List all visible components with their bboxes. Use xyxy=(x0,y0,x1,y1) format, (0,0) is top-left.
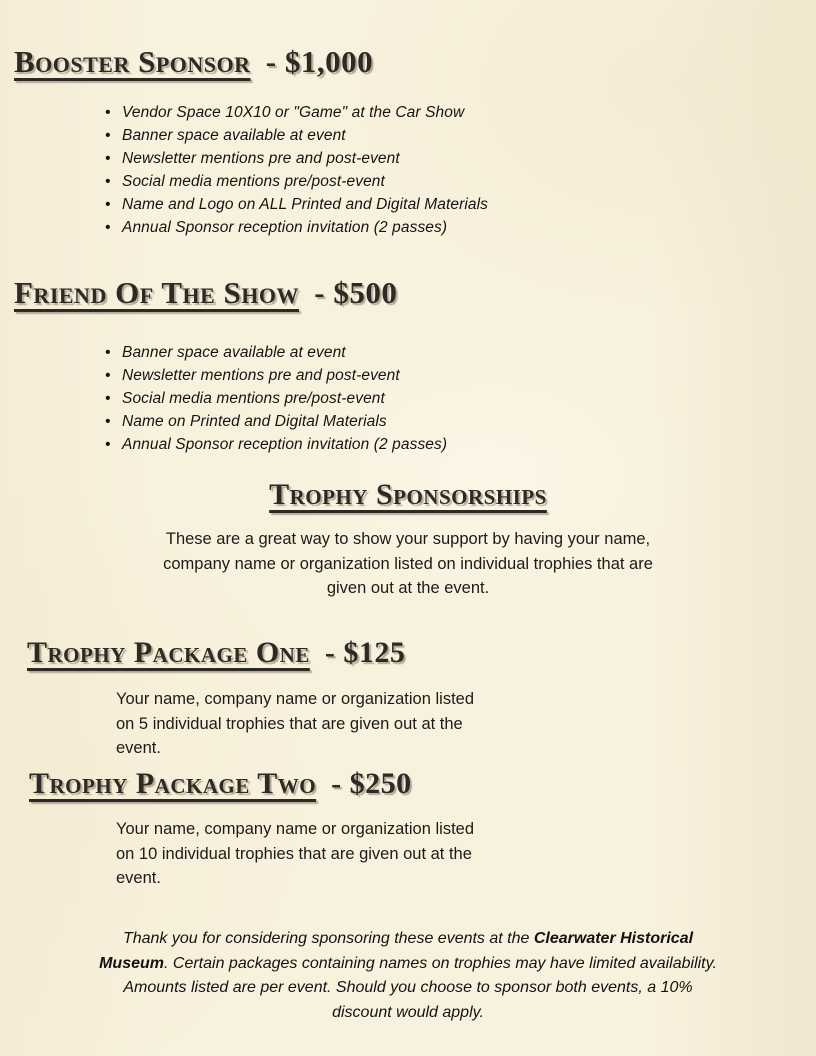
trophy-package-one-description: Your name, company name or organization listed on 5 individual trophies that are given out at the event. xyxy=(116,690,475,757)
booster-sponsor-price: - $1,000 xyxy=(265,44,374,79)
trophy-package-two-title: Trophy Package Two xyxy=(29,767,317,800)
friend-of-show-heading xyxy=(14,277,397,308)
booster-benefit-item: • Banner space available at event xyxy=(122,124,488,147)
footer-thank-you-note xyxy=(98,927,718,1025)
friend-benefit-item: • Newsletter mentions pre and post-event xyxy=(122,364,447,387)
booster-benefit-item: • Name and Logo on ALL Printed and Digital Materials xyxy=(122,193,488,216)
booster-benefit-item: • Annual Sponsor reception invitation (2 passes) xyxy=(122,216,488,239)
friend-of-show-price: - $500 xyxy=(314,275,398,310)
trophy-sponsorships-heading xyxy=(0,480,816,510)
trophy-package-two-price: - $250 xyxy=(331,767,412,800)
booster-benefit-item: • Social media mentions pre/post-event xyxy=(122,170,488,193)
friend-benefit-item: • Name on Printed and Digital Materials xyxy=(122,410,447,433)
trophy-package-one-title: Trophy Package One xyxy=(27,636,310,669)
friend-benefit-item: • Banner space available at event xyxy=(122,341,447,364)
booster-benefit-item: • Vendor Space 10X10 or "Game" at the Car Show xyxy=(122,101,488,124)
friend-of-show-title: Friend Of The Show xyxy=(14,275,300,310)
trophy-package-one-price: - $125 xyxy=(324,636,406,669)
friend-benefit-item: • Annual Sponsor reception invitation (2 passes) xyxy=(122,433,447,456)
trophy-package-two-description: Your name, company name or organization listed on 10 individual trophies that are given out at the event. xyxy=(116,820,475,887)
trophy-package-two-heading xyxy=(29,769,412,799)
trophy-package-one-heading xyxy=(27,638,405,668)
footer-text-after: . Certain packages containing names on trophies may have limited availability. Amounts listed are per event. Should you choose to sponsor both events, a 10% discount would apply. xyxy=(123,954,717,1021)
booster-benefit-item: • Newsletter mentions pre and post-event xyxy=(122,147,488,170)
trophy-sponsorships-description: These are a great way to show your support by having your name, company name or organization listed on individual trophies that are given out at the event. xyxy=(163,530,653,597)
trophy-sponsorships-title: Trophy Sponsorships xyxy=(269,478,547,511)
footer-text-before: Thank you for considering sponsoring these events at the xyxy=(122,930,534,947)
footer-museum-name: Clearwater Historical Museum xyxy=(99,930,694,972)
friend-benefit-item: • Social media mentions pre/post-event xyxy=(122,387,447,410)
booster-sponsor-heading xyxy=(14,46,373,77)
booster-benefits-list xyxy=(122,101,488,239)
friend-benefits-list xyxy=(122,341,447,456)
booster-sponsor-title: Booster Sponsor xyxy=(14,44,251,79)
